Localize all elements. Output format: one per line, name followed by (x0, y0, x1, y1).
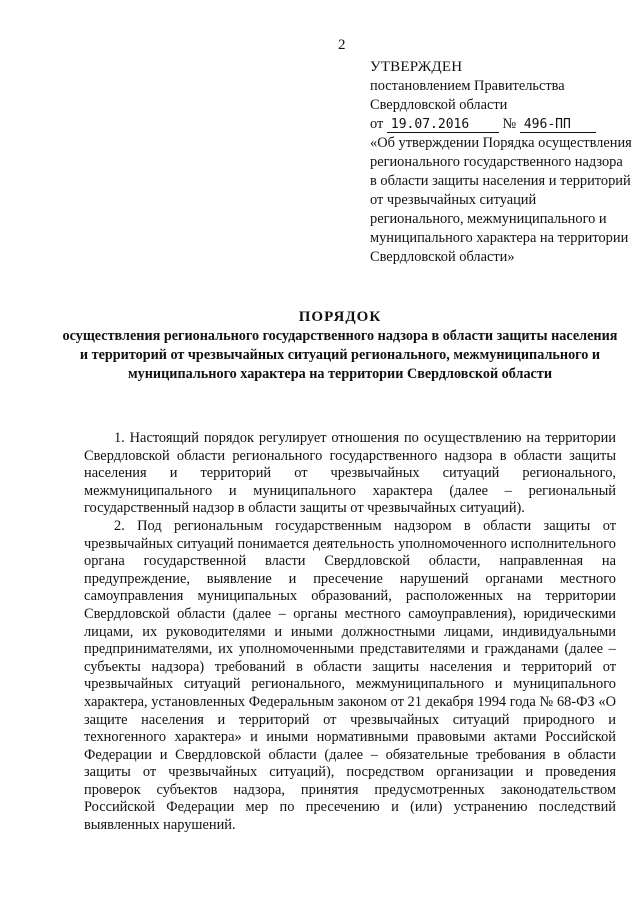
paragraph: 1. Настоящий порядок регулирует отношения по осуществлению на территории Свердловской области регионального государственного надзора в области защиты населения и территорий от чрезвычайных ситуаций регионального, межмуниципального и муниципального характера (далее – региональный государственный надзор в области защиты от чрезвычайных ситуаций). (84, 430, 616, 517)
document-heading (60, 307, 620, 384)
approved-label: УТВЕРЖДЕН (370, 59, 463, 75)
approved-region: Свердловской области (370, 97, 508, 113)
number-label: № (502, 116, 517, 132)
date-label: от (370, 116, 384, 132)
page-number: 2 (338, 37, 346, 53)
decree-date-number-line (370, 115, 632, 134)
decree-date: 19.07.2016 (387, 117, 499, 133)
decree-number: 496-ПП (520, 117, 596, 133)
document-title: ПОРЯДОК (298, 309, 382, 325)
document-body (84, 430, 616, 835)
paragraph: 2. Под региональным государственным надзором в области защиты от чрезвычайных ситуаций понимается деятельность уполномоченного исполнительного органа государственной власти Свердловской области, направленная на предупреждение, выявление и пресечение нарушений органами местного самоуправления муниципальных образований, расположенных на территории Свердловской области (далее – органы местного самоуправления), юридическими лицами, их руководителями и иными должностными лицами, индивидуальными предпринимателями, их уполномоченными представителями и гражданами (далее – субъекты надзора) требований в области защиты населения и территорий от чрезвычайных ситуаций регионального, межмуниципального и муниципального характера, установленных Федеральным законом от 21 декабря 1994 года № 68-ФЗ «О защите населения и территорий от чрезвычайных ситуаций природного и техногенного характера» и иными нормативными правовыми актами Российской Федерации и Свердловской области (далее – обязательные требования в области защиты от чрезвычайных ситуаций), посредством организации и проведения проверок субъектов надзора, принятия предусмотренных законодательством Российской Федерации мер по пресечению и (или) устранению последствий выявленных нарушений. (84, 517, 616, 834)
approval-block (370, 58, 632, 267)
document-subtitle: осуществления регионального государственного надзора в области защиты населения и территорий от чрезвычайных ситуаций регионального, межмуниципального и муниципального характера на территории Свердловской области (62, 328, 618, 382)
decree-title: «Об утверждении Порядка осуществления регионального государственного надзора в области защиты населения и территорий от чрезвычайных ситуаций регионального, межмуниципального и муниципального характера на территории Свердловской области» (370, 135, 632, 265)
approved-by: постановлением Правительства (370, 78, 565, 94)
